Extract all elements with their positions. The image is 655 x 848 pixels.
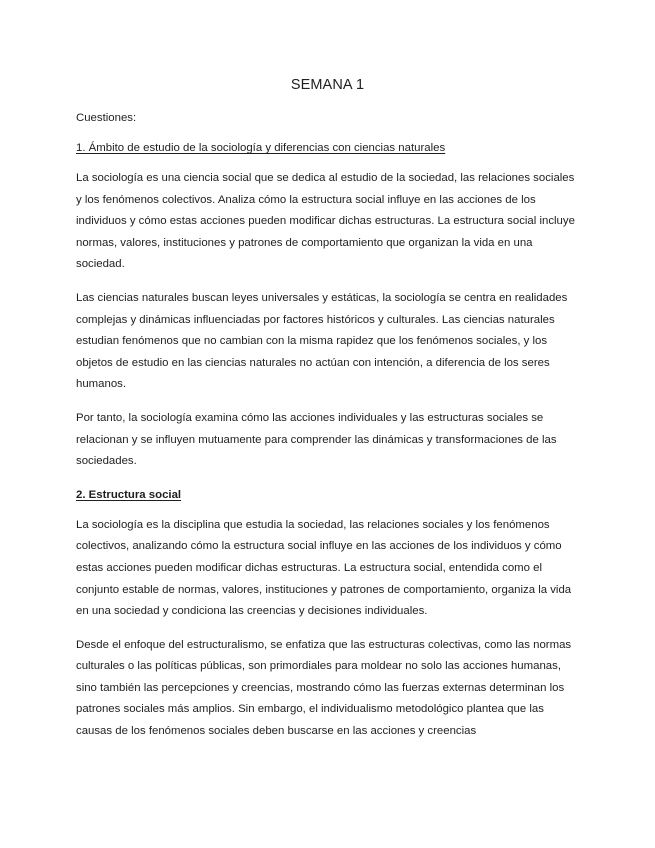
section-heading-2: 2. Estructura social	[76, 488, 182, 501]
section-1-paragraph-1: La sociología es una ciencia social que se dedica al estudio de la sociedad, las relaciones sociales y los fenómenos colectivos. Analiza cómo la estructura social influye en las acciones de los individuos y cómo estas acciones pueden modificar dichas estructuras. La estructura social incluye normas, valores, instituciones y patrones de comportamiento que organizan la vida en una sociedad.	[76, 172, 575, 271]
page-title: SEMANA 1	[290, 77, 365, 93]
section-1-paragraph-2: Las ciencias naturales buscan leyes universales y estáticas, la sociología se centra en realidades complejas y dinámicas influenciadas por factores históricos y culturales. Las ciencias naturales estudian fenómenos que no cambian con la misma rapidez que los fenómenos sociales, y los objetos de estudio en las ciencias naturales no actúan con intención, a diferencia de los seres humanos.	[76, 291, 568, 391]
section-heading-1: 1. Ámbito de estudio de la sociología y diferencias con ciencias naturales	[76, 142, 446, 154]
document-body	[76, 108, 579, 755]
section-2-paragraph-1: La sociología es la disciplina que estudia la sociedad, las relaciones sociales y los fenómenos colectivos, analizando cómo la estructura social influye en las acciones de los individuos y cómo estas acciones pueden modificar dichas estructuras. La estructura social, entendida como el conjunto estable de normas, valores, instituciones y patrones de comportamiento, organiza la vida en una sociedad y condiciona las creencias y decisiones individuales.	[76, 518, 572, 618]
questions-label: Cuestiones:	[76, 112, 137, 124]
section-1-paragraph-3: Por tanto, la sociología examina cómo las acciones individuales y las estructuras sociales se relacionan y se influyen mutuamente para comprender las dinámicas y transformaciones de las sociedades.	[76, 411, 557, 468]
section-2-paragraph-2: Desde el enfoque del estructuralismo, se enfatiza que las estructuras colectivas, como las normas culturales o las políticas públicas, son primordiales para moldear no solo las acciones humanas, sino también las percepciones y creencias, mostrando cómo las fuerzas externas determinan los patrones sociales más amplios. Sin embargo, el individualismo metodológico plantea que las causas de los fenómenos sociales deben buscarse en las acciones y creencias	[76, 638, 572, 738]
